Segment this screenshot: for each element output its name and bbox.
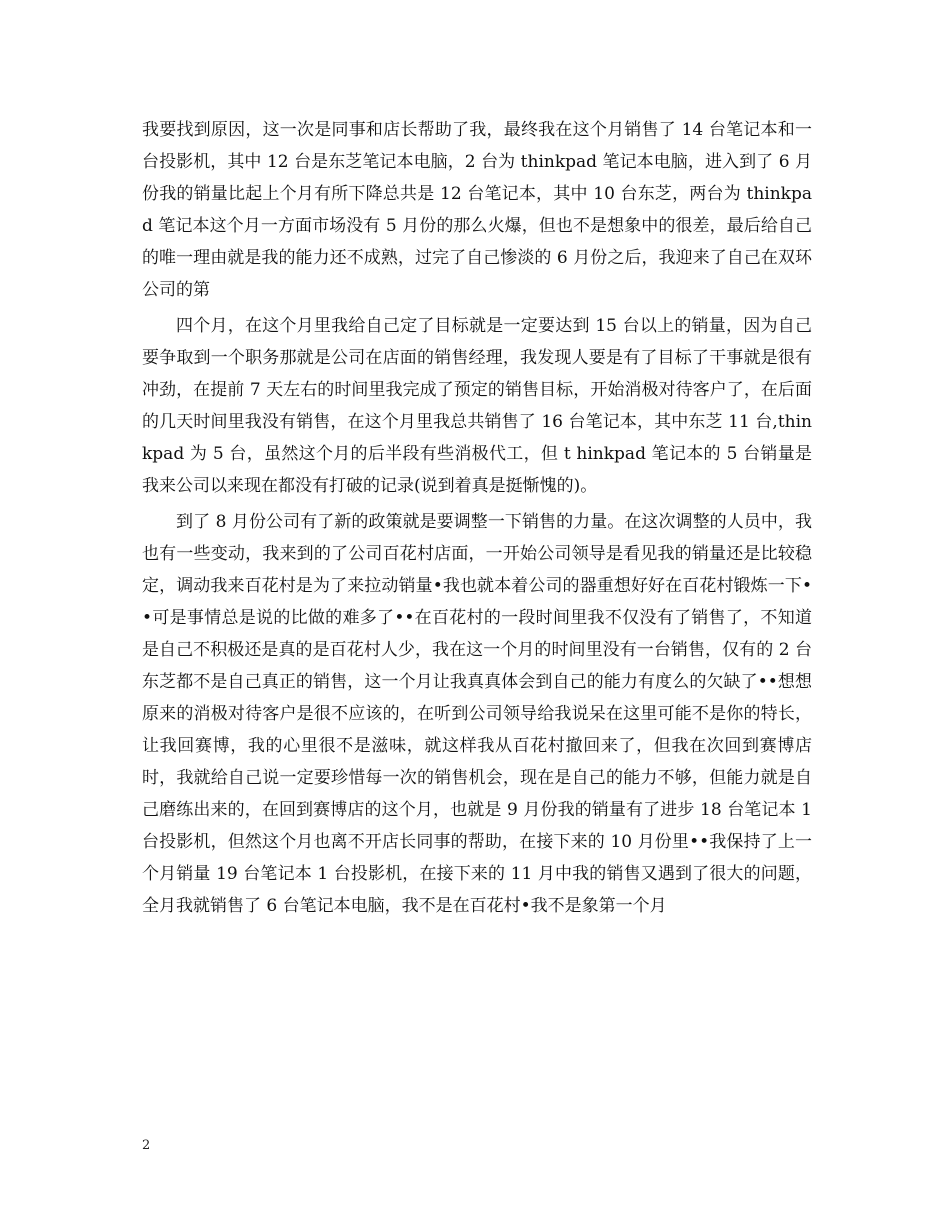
paragraph-1: 我要找到原因，这一次是同事和店长帮助了我，最终我在这个月销售了 14 台笔记本和一台投影机，其中 12 台是东芝笔记本电脑，2 台为 thinkpad 笔记本电脑，进入到了 6 月份我的销量比起上个月有所下降总共是 12 台笔记本，其中 10 台东芝，两台为 thinkpad 笔记本这个月一方面市场没有 5 月份的那么火爆，但也不是想象中的很差，最后给自己的唯一理由就是我的能力还不成熟，过完了自己惨淡的 6 月份之后，我迎来了自己在双环公司的第 bbox=[142, 120, 812, 300]
body-text bbox=[142, 114, 812, 926]
paragraph-2: 四个月，在这个月里我给自己定了目标就是一定要达到 15 台以上的销量，因为自己要争取到一个职务那就是公司在店面的销售经理，我发现人要是有了目标了干事就是很有冲劲，在提前 7 天左右的时间里我完成了预定的销售目标，开始消极对待客户了，在后面的几天时间里我没有销售，在这个月里我总共销售了 16 台笔记本，其中东芝 11 台,thinkpad 为 5 台，虽然这个月的后半段有些消极代工，但 t hinkpad 笔记本的 5 台销量是我来公司以来现在都没有打破的记录(说到着真是挺惭愧的)。 bbox=[142, 316, 812, 496]
paragraph-3: 到了 8 月份公司有了新的政策就是要调整一下销售的力量。在这次调整的人员中，我也有一些变动，我来到的了公司百花村店面，一开始公司领导是看见我的销量还是比较稳定，调动我来百花村是为了来拉动销量•我也就本着公司的器重想好好在百花村锻炼一下••可是事情总是说的比做的难多了••在百花村的一段时间里我不仅没有了销售了，不知道是自己不积极还是真的是百花村人少，我在这一个月的时间里没有一台销售，仅有的 2 台东芝都不是自己真正的销售，这一个月让我真真体会到自己的能力有度么的欠缺了••想想原来的消极对待客户是很不应该的，在听到公司领导给我说呆在这里可能不是你的特长，让我回赛博，我的心里很不是滋味，就这样我从百花村撤回来了，但我在次回到赛博店时，我就给自己说一定要珍惜每一次的销售机会，现在是自己的能力不够，但能力就是自己磨练出来的，在回到赛博店的这个月，也就是 9 月份我的销量有了进步 18 台笔记本 1 台投影机，但然这个月也离不开店长同事的帮助，在接下来的 10 月份里••我保持了上一个月销量 19 台笔记本 1 台投影机，在接下来的 11 月中我的销售又遇到了很大的问题，全月我就销售了 6 台笔记本电脑，我不是在百花村•我不是象第一个月 bbox=[142, 512, 812, 916]
page-number: 2 bbox=[142, 1138, 151, 1153]
